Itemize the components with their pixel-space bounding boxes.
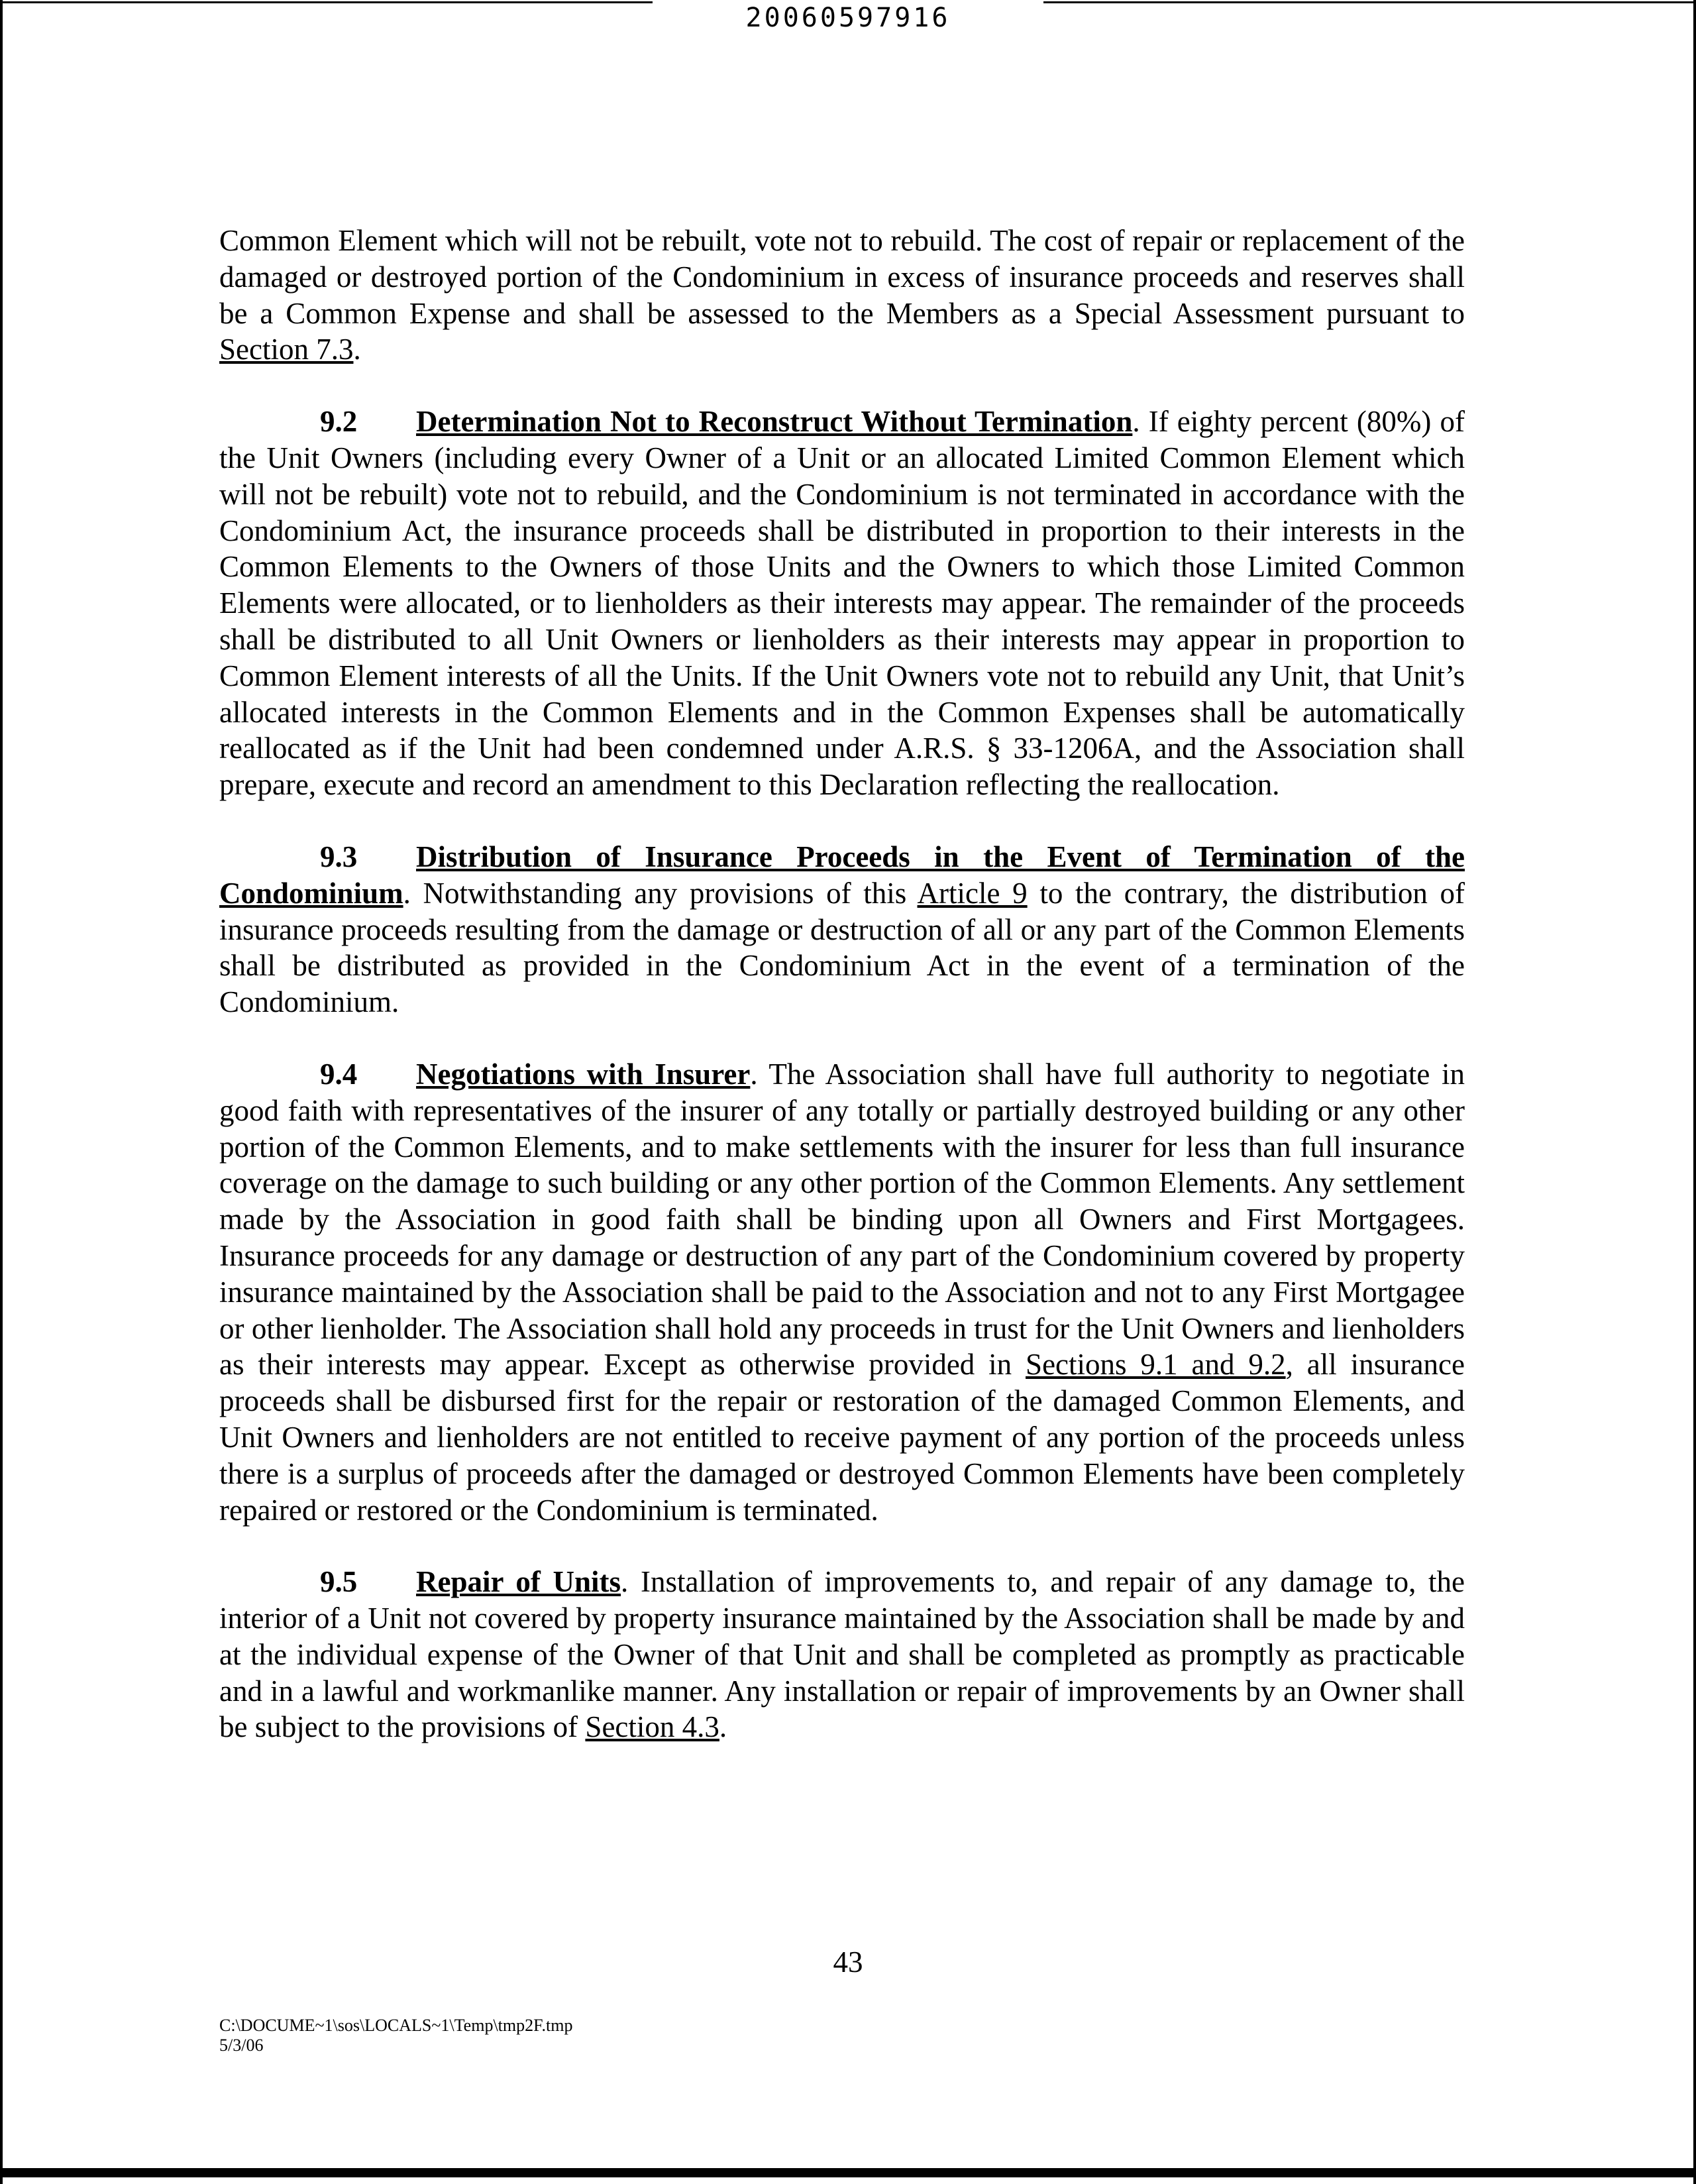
section-text: . Notwithstanding any provisions of this <box>403 876 918 910</box>
section-heading: Determination Not to Reconstruct Without Termination <box>416 405 1133 439</box>
scan-left-edge <box>0 0 3 2184</box>
section-heading: Repair of Units <box>416 1565 621 1599</box>
section-text: . The Association shall have full authority to negotiate in good faith with representatives of the insurer of any totally or partially destroyed building or any other portion of the Common Elements, and to make settlements with the insurer for less than full insurance coverage on the damage to such building or any other portion of the Common Elements. Any settlement made by the Association in good faith shall be binding upon all Owners and First Mortgagees. Insurance proceeds for any damage or destruction of any part of the Condominium covered by property insurance maintained by the Association shall be paid to the Association and not to any First Mortgagee or other lienholder. The Association shall hold any proceeds in trust for the Unit Owners and lienholders as their interests may appear. Except as otherwise provided in <box>219 1057 1465 1382</box>
document-body <box>219 223 1465 1781</box>
section-text: . Installation of improvements to, and repair of any damage to, the interior of a Unit not covered by property insurance maintained by the Association shall be made by and at the individual expense of the Owner of that Unit and shall be completed as promptly as practicable and in a lawful and workmanlike manner. Any installation or repair of improvements by an Owner shall be subject to the provisions of <box>219 1565 1465 1744</box>
section-number: 9.2 <box>320 405 358 439</box>
intro-text: Common Element which will not be rebuilt, vote not to rebuild. The cost of repair or replacement of the damaged or destroyed portion of the Condominium in excess of insurance proceeds and reserves shall be a Common Expense and shall be assessed to the Members as a Special Assessment pursuant to <box>219 224 1465 330</box>
section-text-end: . <box>719 1710 727 1744</box>
section-text-end: to the contrary, the distribution of insurance proceeds resulting from the damage or destruction of all or any part of the Common Elements shall be distributed as provided in the Condominium Act in the event of a termination of the Condominium. <box>219 876 1465 1019</box>
footer-date: 5/3/06 <box>219 2036 264 2055</box>
footer-file-path: C:\DOCUME~1\sos\LOCALS~1\Temp\tmp2F.tmp <box>219 2016 573 2035</box>
footer <box>219 2016 572 2055</box>
section-9-5 <box>219 1564 1465 1745</box>
section-number: 9.5 <box>320 1565 358 1599</box>
section-9-2 <box>219 404 1465 803</box>
sections-reference: Sections 9.1 and 9.2 <box>1026 1348 1286 1382</box>
section-reference: Section 4.3 <box>585 1710 719 1744</box>
intro-text-end: . <box>353 333 361 366</box>
document-number: 20060597916 <box>745 3 951 33</box>
scan-right-edge <box>1693 0 1696 2184</box>
section-9-3 <box>219 839 1465 1020</box>
section-number: 9.3 <box>320 840 358 873</box>
article-reference: Article 9 <box>917 876 1028 910</box>
section-reference: Section 7.3 <box>219 333 354 366</box>
section-text-end: , all insurance proceeds shall be disbursed first for the repair or restoration of the damaged Common Elements, and Unit Owners and lienholders are not entitled to receive payment of any portion of the proceeds unless there is a surplus of proceeds after the damaged or destroyed Common Elements have been completely repaired or restored or the Condominium is terminated. <box>219 1348 1465 1527</box>
section-number: 9.4 <box>320 1057 358 1091</box>
section-text: . If eighty percent (80%) of the Unit Owners (including every Owner of a Unit or an allocated Limited Common Element which will not be rebuilt) vote not to rebuild, and the Condominium is not terminated in accordance with the Condominium Act, the insurance proceeds shall be distributed in proportion to their interests in the Common Elements to the Owners of those Units and the Owners to which those Limited Common Elements were allocated, or to lienholders as their interests may appear. The remainder of the proceeds shall be distributed to all Unit Owners or lienholders as their interests may appear in proportion to Common Element interests of all the Units. If the Unit Owners vote not to rebuild any Unit, that Unit’s allocated interests in the Common Elements and in the Common Expenses shall be automatically reallocated as if the Unit had been condemned under A.R.S. § 33-1206A, and the Association shall prepare, execute and record an amendment to this Declaration reflecting the reallocation. <box>219 405 1465 802</box>
bottom-rule <box>0 2168 1696 2177</box>
page-number: 43 <box>833 1945 863 1979</box>
section-heading: Distribution of Insurance Proceeds in the Event of Termination of the Condominium <box>219 840 1465 910</box>
intro-paragraph <box>219 223 1465 368</box>
section-9-4 <box>219 1056 1465 1528</box>
section-heading: Negotiations with Insurer <box>416 1057 751 1091</box>
